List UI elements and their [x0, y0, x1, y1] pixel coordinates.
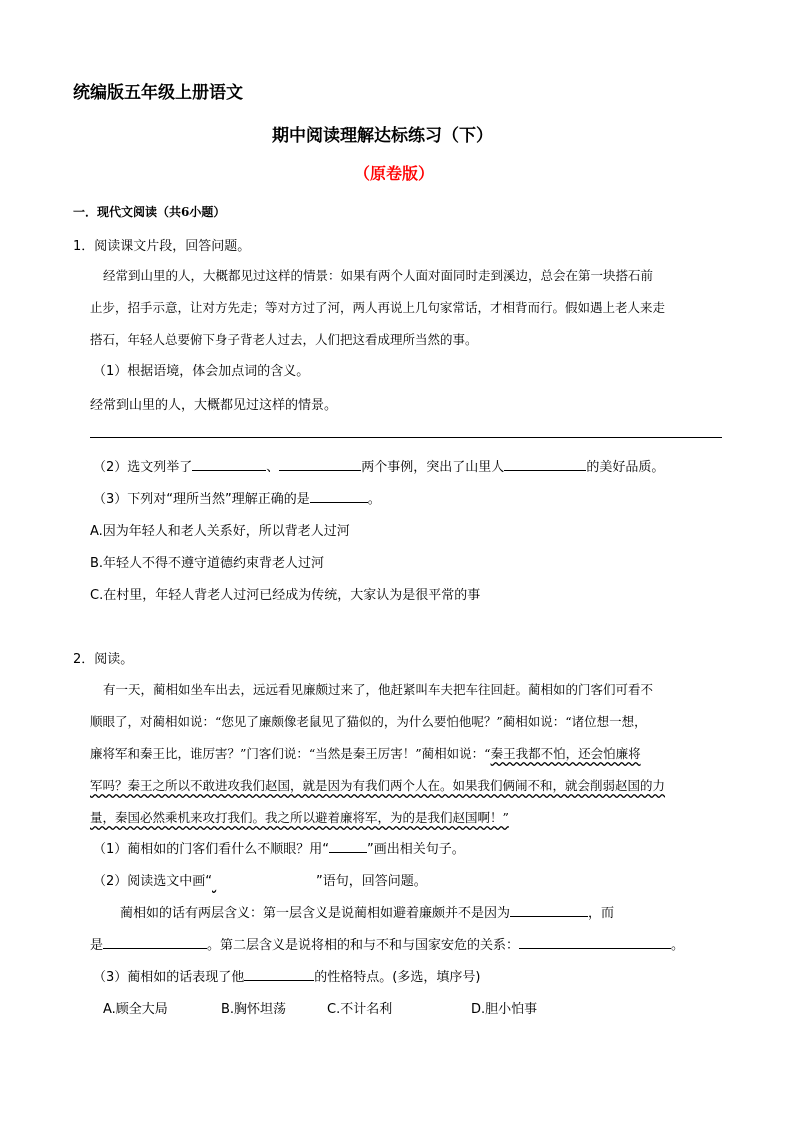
q1-passage-line: 止步，招手示意，让对方先走；等对方过了河，两人再说上几句家常话，才相背而行。假如遇上老人来走	[90, 300, 666, 315]
q1-option-a: A.因为年轻人和老人关系好，所以背老人过河	[90, 524, 350, 539]
q1-option-b: B.年轻人不得不遵守道德约束背老人过河	[90, 556, 325, 571]
q2-sub2-q-text: 。第二层含义是说将相的和与不和与国家安危的关系：	[207, 938, 520, 953]
q1-passage-line: 搭石，年轻人总要俯下身子背老人过去，人们把这看成理所当然的事。	[90, 332, 478, 347]
q1-sub1-sentence: 经常到山里的人，大概都见过这样的情景。	[90, 398, 338, 413]
answer-blank[interactable]	[510, 902, 588, 917]
q1-sub2	[93, 456, 664, 475]
q1-sub2-text: 的美好品质。	[586, 460, 665, 475]
q2-sub2-q-text: 是	[90, 938, 104, 953]
q2-passage-line	[90, 744, 641, 762]
q2-sub2-q-text: ，而	[588, 906, 615, 921]
q2-title: 2．阅读。	[73, 652, 134, 667]
q2-sub2-text: ”语句，回答问题。	[316, 874, 427, 889]
q1-sub2-sep: 、	[266, 460, 280, 475]
answer-blank[interactable]	[310, 488, 368, 503]
q2-sub1-text: ”画出相关句子。	[367, 842, 465, 857]
q2-option-c: C.不计名利	[327, 1002, 393, 1017]
q1-sub3-text: 。	[367, 492, 381, 507]
q2-sub1-text: （1）蔺相如的门客们看什么不顺眼？用“	[93, 842, 330, 857]
underline-sample	[329, 838, 367, 853]
q1-passage-line: 经常到山里的人，大概都见过这样的情景：如果有两个人面对面同时走到溪边，总会在第一块搭石前	[103, 268, 654, 283]
q1-sub2-text: （2）选文列举了	[93, 460, 193, 475]
q2-sub2	[93, 870, 427, 889]
edition-label: 统编版五年级上册语文	[73, 83, 243, 103]
answer-blank[interactable]	[192, 456, 266, 471]
answer-blank[interactable]	[279, 456, 361, 471]
q2-sub2-q-text: 蔺相如的话有两层含义：第一层含义是说蔺相如避着廉颇并不是因为	[120, 906, 511, 921]
section-heading: 一．现代文阅读（共6小题）	[73, 205, 226, 219]
q2-sub2-question	[120, 902, 614, 921]
q2-passage-line: 顺眼了，对蔺相如说：“您见了廉颇像老鼠见了猫似的，为什么要怕他呢？”蔺相如说：“诸位想一想，	[90, 714, 647, 729]
q1-sub2-text: 两个事例，突出了山里人	[361, 460, 505, 475]
wavy-sample	[212, 874, 316, 889]
q2-option-b: B.胸怀坦荡	[221, 1002, 287, 1017]
q2-sub3-text: 的性格特点。(多选，填序号)	[314, 970, 481, 985]
page-title: 期中阅读理解达标练习（下）	[272, 126, 493, 146]
q1-sub3-text: （3）下列对“理所当然”理解正确的是	[93, 492, 310, 507]
answer-blank[interactable]	[504, 456, 586, 471]
q1-title: 1．阅读课文片段，回答问题。	[73, 239, 251, 254]
q2-sub1	[93, 838, 465, 857]
answer-blank[interactable]	[244, 966, 314, 981]
answer-blank[interactable]	[103, 934, 207, 949]
q2-wavy-sentence: 秦王我都不怕，还会怕廉将	[490, 746, 641, 761]
q2-wavy-sentence: 军吗？秦王之所以不敢进攻我们赵国，就是因为有我们两个人在。如果我们俩闹不和，就会削弱赵国的力	[90, 778, 666, 793]
q2-option-a: A.顾全大局	[103, 1002, 168, 1017]
q2-option-d: D.胆小怕事	[471, 1002, 538, 1017]
q2-sub2-question-cont	[90, 934, 684, 953]
q1-sub3	[93, 488, 381, 507]
q2-sub2-q-text: 。	[671, 938, 685, 953]
q1-sub1: （1）根据语境，体会加点词的含义。	[93, 364, 310, 379]
q1-option-c: C.在村里，年轻人背老人过河已经成为传统，大家认为是很平常的事	[90, 588, 481, 603]
q2-passage-line: 有一天，蔺相如坐车出去，远远看见廉颇过来了，他赶紧叫车夫把车往回赶。蔺相如的门客们可看不	[103, 682, 654, 697]
q2-sub3-text: （3）蔺相如的话表现了他	[93, 970, 245, 985]
answer-line[interactable]	[90, 437, 722, 438]
q2-sub3	[93, 966, 480, 985]
q2-wavy-sentence: 量，秦国必然乘机来攻打我们。我之所以避着廉将军，为的是我们赵国啊！”	[90, 810, 509, 825]
q2-passage-text: 廉将军和秦王比，谁厉害？”门客们说：“当然是秦王厉害！”蔺相如说：“	[90, 746, 491, 761]
page-subtitle: （原卷版）	[354, 164, 435, 183]
answer-blank[interactable]	[519, 934, 671, 949]
q2-sub2-text: （2）阅读选文中画“	[93, 874, 213, 889]
